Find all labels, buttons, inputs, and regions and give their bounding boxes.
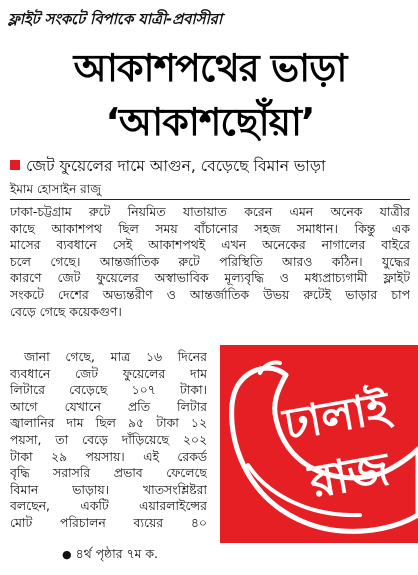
continuation-text: ৪র্থ পৃষ্ঠার ৭ম ক. (75, 546, 158, 561)
body-line: ব্যবধানে জেট ফুয়েলের দাম (10, 365, 207, 381)
continuation-note (10, 546, 210, 566)
byline: ইমাম হোসাইন রাজু (10, 182, 101, 196)
body-line: জানা গেছে, মাত্র ১৬ দিনের (24, 349, 207, 364)
paragraph-1 (10, 204, 410, 320)
headline-line-1: আকাশপথের ভাড়া (73, 46, 347, 90)
body-line: টাকা ২৯ পয়সায়। এই রেকর্ড (10, 448, 207, 464)
graphic-word-raj: রাজ (305, 441, 394, 509)
body-line: বিমান ভাড়ায়। খাতসংশ্লিষ্টরা (10, 481, 207, 497)
body-line: পয়সা, তা বেড়ে দাঁড়িয়েছে ২০২ (10, 431, 207, 447)
dhalai-raj-graphic (220, 345, 418, 543)
body-line: ঢাকা-চট্টগ্রাম রুটে নিয়মিত যাতায়াত করেন এমন অনেক যাত্রীর (10, 204, 410, 219)
graphic-word-dhalai: ঢালাই (279, 382, 394, 451)
subheadline-text: জেট ফুয়েলের দামে আগুন, বেড়েছে বিমান ভাড়া (26, 157, 326, 175)
body-line: চলে গেছে। আন্তর্জাতিক রুটে পরিস্থিতি আরও কঠিন। যুদ্ধের (10, 253, 410, 269)
body-line: বলছেন, একটি এয়ারলাইন্সের (10, 498, 207, 514)
body-line: আগে যেখানে প্রতি লিটার (10, 398, 207, 414)
body-line: মাসের ব্যবধানে সেই আকাশপথই এখন অনেকের নাগালের বাইরে (10, 237, 410, 253)
body-line: কাছে আকাশপথ ছিল সময় বাঁচানোর সহজ সমাধান। কিন্তু এক (10, 220, 410, 236)
body-line: লিটারে বেড়েছে ১০৭ টাকা। (10, 382, 207, 398)
bullet-dot-icon: ● (62, 548, 72, 561)
body-line: সংকটে দেশের অভ্যন্তরীণ ও আন্তর্জাতিক উভয় রুটেই ভাড়ার চাপ (10, 286, 410, 302)
body-line: জ্বালানির দাম ছিল ৯৫ টাকা ১২ (10, 415, 207, 431)
body-line: বৃদ্ধি সরাসরি প্রভাব ফেলেছে (10, 465, 207, 481)
subheadline (10, 154, 410, 180)
kicker: ফ্লাইট সংকটে বিপাকে যাত্রী-প্রবাসীরা (8, 10, 222, 28)
divider (10, 199, 410, 200)
body-line: মোট পরিচালন ব্যয়ের ৪০ (10, 514, 207, 530)
paragraph-2 (10, 349, 207, 532)
body-line: বেড়ে গেছে কয়েকগুণ। (10, 303, 122, 319)
body-line: কারণে জেট ফুয়েলের অস্বাভাবিক মূল্যবৃদ্ধি ও মধ্যপ্রাচ্যগামী ফ্লাইট (10, 270, 410, 286)
square-bullet-icon (10, 160, 20, 170)
headline-line-2: ‘আকাশছোঁয়া’ (105, 100, 315, 144)
